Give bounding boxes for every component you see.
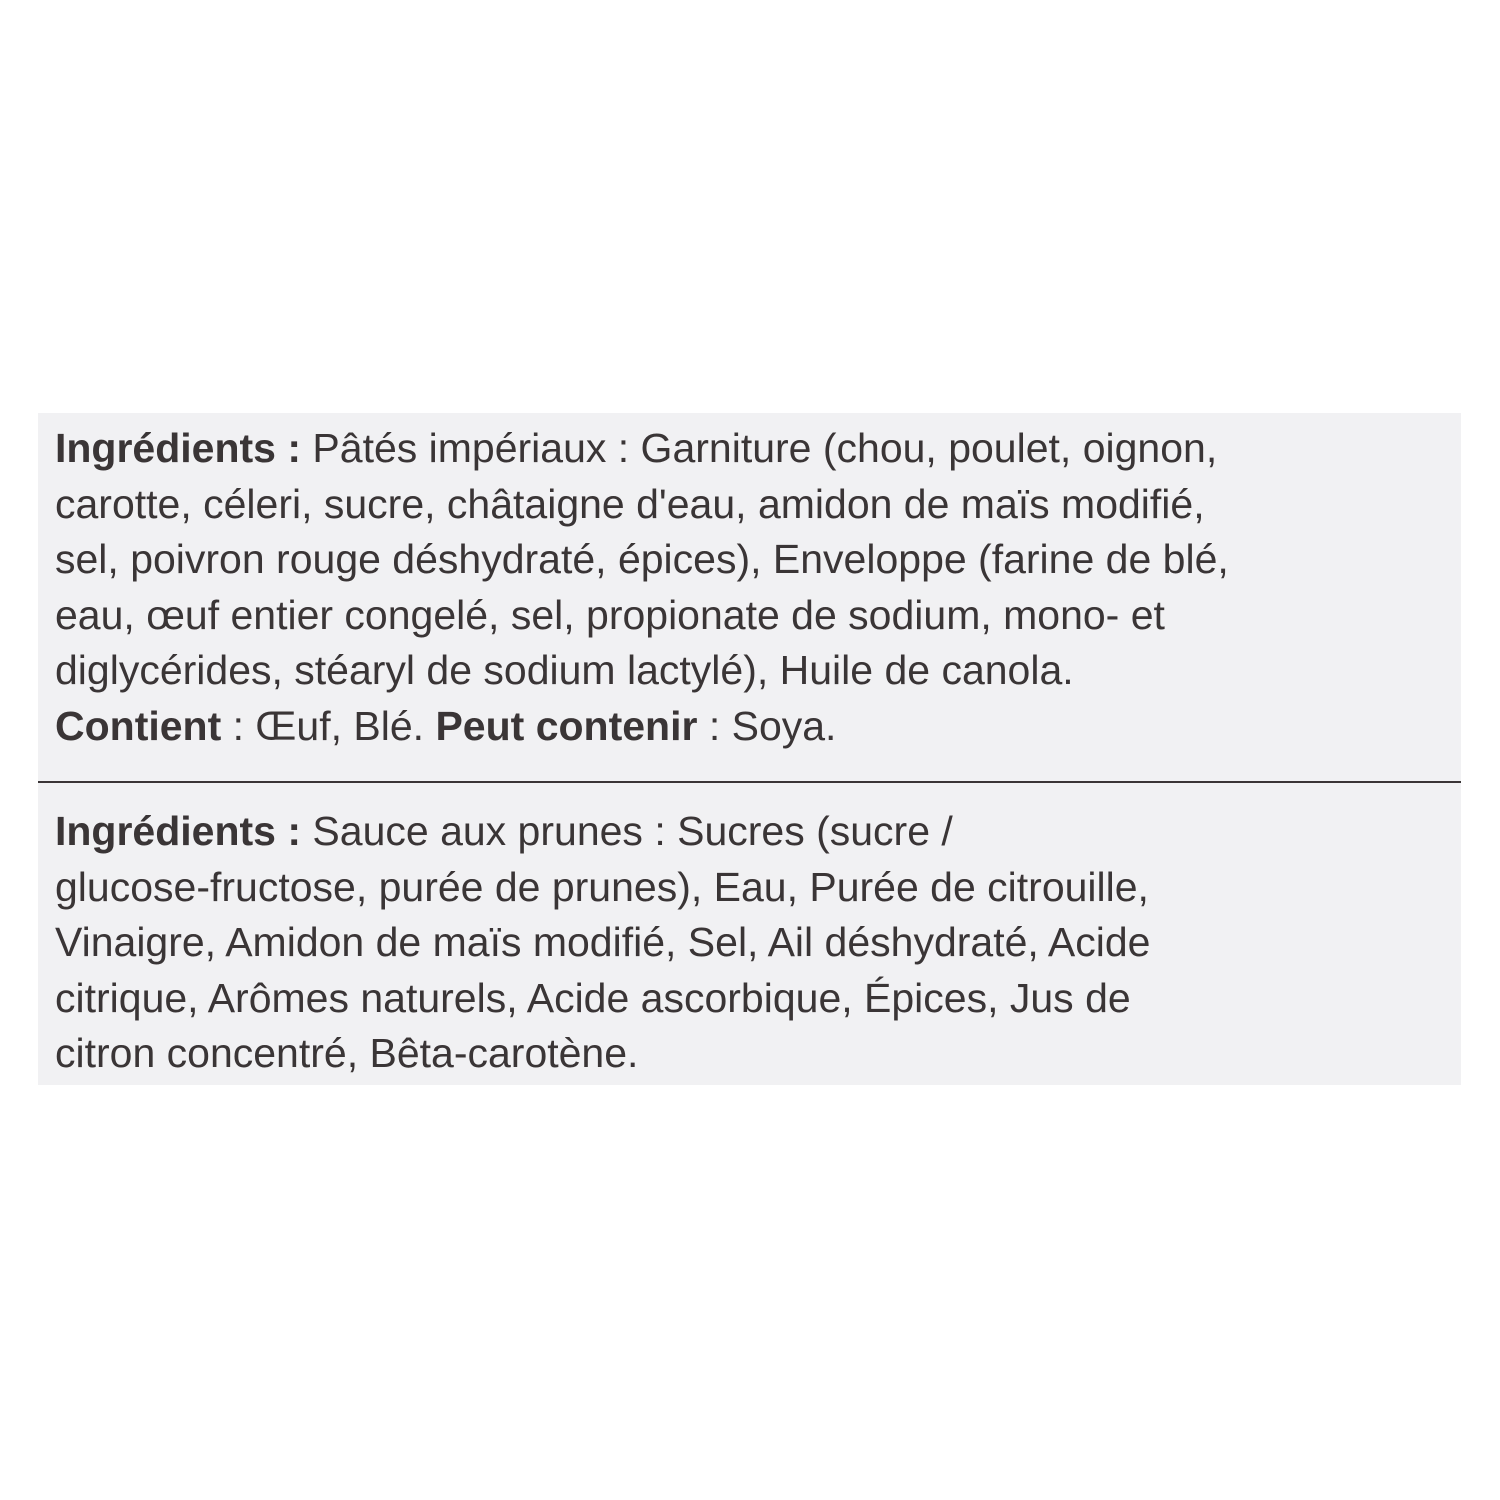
sauce-ingredients-heading: Ingrédients [55, 808, 276, 854]
section-divider [38, 781, 1461, 783]
sauce-ingredients-text: Sauce aux prunes : Sucres (sucre / [312, 808, 953, 854]
ingredients-label-panel [38, 413, 1461, 1085]
ingredients-line-4: eau, œuf entier congelé, sel, propionate de sodium, mono- et [55, 591, 1165, 638]
ingredients-line-3: sel, poivron rouge déshydraté, épices), Enveloppe (farine de blé, [55, 536, 1229, 582]
sauce-ingredients-line-1 [55, 804, 1455, 860]
ingredients-line-1 [55, 421, 1455, 477]
ingredients-line-5: diglycérides, stéaryl de sodium lactylé), Huile de canola. [55, 647, 1074, 693]
allergen-statement [55, 699, 1455, 755]
may-contain-value: : Soya. [697, 702, 837, 749]
sauce-ingredients-line-2: glucose-fructose, purée de prunes), Eau, Purée de citrouille, [55, 863, 1149, 910]
heading-separator: : [275, 425, 313, 471]
sauce-ingredients-line-4: citrique, Arômes naturels, Acide ascorbique, Épices, Jus de [55, 974, 1131, 1021]
plum-sauce-ingredients [55, 804, 1455, 1082]
may-contain-label: Peut contenir [435, 702, 698, 749]
contains-value: : Œuf, Blé. [221, 702, 436, 749]
sauce-heading-separator: : [275, 808, 313, 854]
contains-label: Contient [55, 702, 222, 749]
spring-roll-ingredients [55, 421, 1455, 754]
ingredients-line-2: carotte, céleri, sucre, châtaigne d'eau, amidon de maïs modifié, [55, 480, 1205, 527]
sauce-ingredients-line-3: Vinaigre, Amidon de maïs modifié, Sel, Ail déshydraté, Acide [55, 919, 1151, 965]
sauce-ingredients-line-5: citron concentré, Bêta-carotène. [55, 1030, 639, 1076]
ingredients-heading: Ingrédients [55, 425, 276, 471]
ingredients-text: Pâtés impériaux : Garniture (chou, poulet, oignon, [312, 425, 1218, 471]
